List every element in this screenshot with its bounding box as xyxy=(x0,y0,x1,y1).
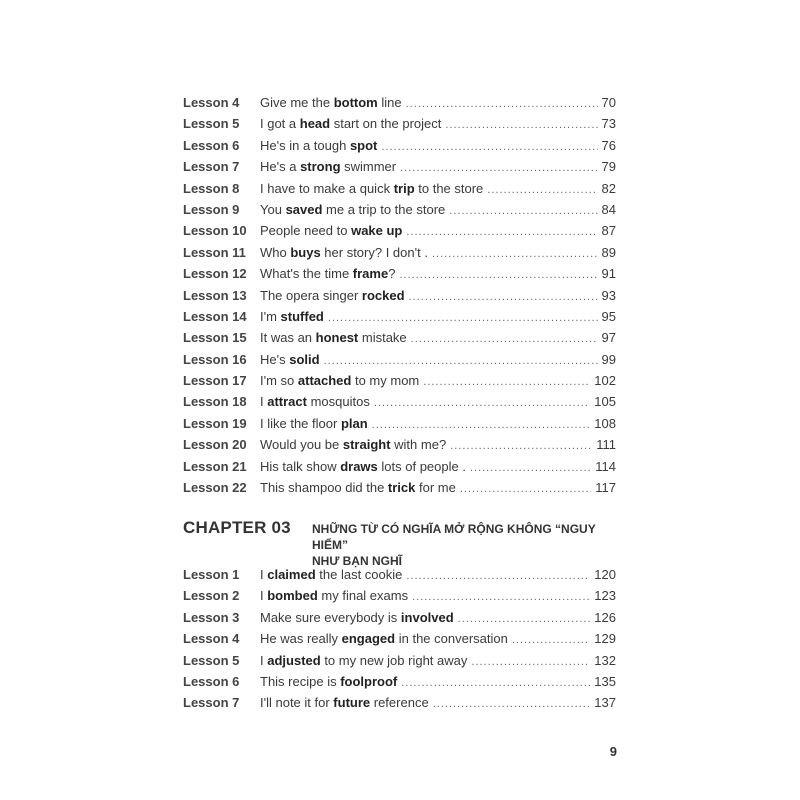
toc-entry xyxy=(183,220,616,241)
lesson-title xyxy=(260,220,402,241)
toc-entry xyxy=(183,199,616,220)
lesson-title xyxy=(260,306,324,327)
lesson-title-text: He's in a tough xyxy=(260,137,350,153)
toc-entry xyxy=(183,135,616,156)
lesson-keyword: trip xyxy=(393,180,415,196)
lesson-title-text: mosquitos xyxy=(306,394,370,410)
lesson-title xyxy=(260,692,429,713)
lesson-page-number: 114 xyxy=(595,458,616,474)
lesson-label: Lesson 6 xyxy=(183,137,240,153)
lesson-keyword: frame xyxy=(352,266,389,282)
dot-leader xyxy=(487,180,597,201)
lesson-title xyxy=(260,564,402,585)
lesson-page-number: 132 xyxy=(594,652,616,668)
lesson-title-text: He was really xyxy=(260,631,342,647)
toc-entry xyxy=(183,564,616,585)
lesson-keyword: spot xyxy=(349,137,378,153)
lesson-page-number: 73 xyxy=(601,116,616,132)
dot-leader xyxy=(328,308,598,329)
dot-leader xyxy=(372,415,591,436)
toc-entry xyxy=(183,650,616,671)
dot-leader xyxy=(406,222,597,243)
lesson-page-number: 93 xyxy=(601,287,616,303)
lesson-title-text: It was an xyxy=(260,330,316,346)
dot-leader xyxy=(412,587,590,608)
lesson-page-number: 79 xyxy=(601,159,616,175)
lesson-title-text: Make sure everybody is xyxy=(260,609,401,625)
lesson-label: Lesson 14 xyxy=(183,308,247,324)
lesson-title-text: Give me the xyxy=(260,95,334,110)
dot-leader xyxy=(406,566,590,587)
dot-leader xyxy=(406,94,598,115)
lesson-title-text: her story? I don't . xyxy=(320,244,428,260)
lesson-title-text: I'm xyxy=(260,308,281,324)
lesson-title xyxy=(260,135,377,156)
chapter-number: CHAPTER 03 xyxy=(183,518,291,537)
lesson-label: Lesson 16 xyxy=(183,351,247,367)
toc-entry xyxy=(183,285,616,306)
toc-entry xyxy=(183,628,616,649)
toc-entry xyxy=(183,370,616,391)
lesson-title-text: The opera singer xyxy=(260,287,362,303)
dot-leader xyxy=(450,436,592,457)
lesson-title-text: reference xyxy=(370,695,429,711)
lesson-label: Lesson 2 xyxy=(183,588,240,604)
lesson-title-text: People need to xyxy=(260,223,352,239)
lesson-label: Lesson 17 xyxy=(183,373,247,389)
lesson-page-number: 84 xyxy=(601,201,616,217)
lesson-title xyxy=(260,413,368,434)
lesson-title-text: ? xyxy=(388,266,396,282)
lesson-page-number: 97 xyxy=(601,330,616,346)
lesson-keyword: rocked xyxy=(361,287,405,303)
lesson-title xyxy=(260,156,396,177)
lesson-label: Lesson 1 xyxy=(183,567,240,582)
lesson-title-text: I xyxy=(260,588,268,604)
lesson-keyword: foolproof xyxy=(340,673,398,689)
chapter-title-line-2: NHƯ BẠN NGHĨ xyxy=(312,554,402,568)
lesson-keyword: strong xyxy=(300,159,341,175)
lesson-title xyxy=(260,263,395,284)
lesson-title xyxy=(260,178,483,199)
toc-entry xyxy=(183,607,616,628)
lesson-page-number: 99 xyxy=(601,351,616,367)
lesson-title-text: line xyxy=(377,95,402,110)
lesson-title-text: I xyxy=(260,567,268,582)
lesson-title-text: my final exams xyxy=(317,588,409,604)
lesson-keyword: buys xyxy=(290,244,321,260)
lesson-label: Lesson 4 xyxy=(183,95,240,110)
lesson-label: Lesson 15 xyxy=(183,330,247,346)
lesson-title xyxy=(260,92,402,113)
toc-entry xyxy=(183,391,616,412)
lesson-title xyxy=(260,456,466,477)
lesson-title-text: This recipe is xyxy=(260,673,341,689)
toc-entry xyxy=(183,113,616,134)
toc-list-chapter-03 xyxy=(183,564,616,714)
toc-entry xyxy=(183,413,616,434)
lesson-label: Lesson 10 xyxy=(183,223,247,239)
toc-entry xyxy=(183,92,616,113)
lesson-title xyxy=(260,113,441,134)
toc-entry xyxy=(183,156,616,177)
toc-entry xyxy=(183,178,616,199)
dot-leader xyxy=(512,630,590,651)
chapter-title xyxy=(312,518,616,569)
lesson-label: Lesson 11 xyxy=(183,244,246,260)
lesson-keyword: attract xyxy=(267,394,307,410)
lesson-keyword: trick xyxy=(387,480,416,496)
lesson-title xyxy=(260,370,419,391)
lesson-page-number: 89 xyxy=(601,244,616,260)
chapter-title-line-1: NHỮNG TỪ CÓ NGHĨA MỞ RỘNG KHÔNG “NGUY HIỂM” xyxy=(312,522,596,552)
dot-leader xyxy=(409,287,598,308)
lesson-label: Lesson 7 xyxy=(183,695,240,711)
toc-entry xyxy=(183,263,616,284)
lesson-label: Lesson 18 xyxy=(183,394,247,410)
lesson-keyword: claimed xyxy=(267,567,316,582)
lesson-title-text: for me xyxy=(415,480,456,496)
toc-list-continued xyxy=(183,92,616,498)
lesson-title-text: me a trip to the store xyxy=(322,201,446,217)
lesson-keyword: stuffed xyxy=(280,308,324,324)
lesson-title-text: I'll note it for xyxy=(260,695,334,711)
lesson-page-number: 137 xyxy=(594,695,616,711)
lesson-label: Lesson 20 xyxy=(183,437,247,453)
lesson-title xyxy=(260,199,445,220)
lesson-keyword: solid xyxy=(289,351,320,367)
dot-leader xyxy=(471,652,590,673)
lesson-page-number: 105 xyxy=(594,394,616,410)
lesson-title-text: I'm so xyxy=(260,373,298,389)
lesson-keyword: future xyxy=(333,695,371,711)
lesson-title-text: I have to make a quick xyxy=(260,180,394,196)
lesson-keyword: honest xyxy=(315,330,359,346)
lesson-keyword: adjusted xyxy=(267,652,321,668)
lesson-page-number: 120 xyxy=(594,567,616,582)
lesson-title-text: Who xyxy=(260,244,291,260)
lesson-title xyxy=(260,327,407,348)
toc-entry xyxy=(183,327,616,348)
lesson-title-text: I got a xyxy=(260,116,300,132)
dot-leader xyxy=(433,694,591,715)
lesson-page-number: 111 xyxy=(596,437,616,453)
lesson-title-text: to my new job right away xyxy=(320,652,468,668)
lesson-keyword: plan xyxy=(340,415,368,431)
lesson-title xyxy=(260,628,508,649)
lesson-title xyxy=(260,477,456,498)
chapter-heading xyxy=(183,518,616,569)
lesson-title-text: He's a xyxy=(260,159,301,175)
lesson-label: Lesson 21 xyxy=(183,458,247,474)
dot-leader xyxy=(470,458,591,479)
lesson-keyword: straight xyxy=(342,437,391,453)
lesson-keyword: involved xyxy=(400,609,454,625)
lesson-title-text: to my mom xyxy=(351,373,420,389)
lesson-title-text: I like the floor xyxy=(260,415,341,431)
lesson-title-text: He's xyxy=(260,351,290,367)
lesson-title-text: mistake xyxy=(358,330,407,346)
lesson-keyword: engaged xyxy=(341,631,396,647)
lesson-title xyxy=(260,650,467,671)
lesson-title-text: Would you be xyxy=(260,437,343,453)
lesson-title-text: His talk show xyxy=(260,458,341,474)
lesson-keyword: attached xyxy=(297,373,352,389)
lesson-label: Lesson 9 xyxy=(183,201,240,217)
lesson-keyword: bottom xyxy=(333,95,378,110)
lesson-title-text: I xyxy=(260,394,268,410)
toc-entry xyxy=(183,242,616,263)
lesson-keyword: wake up xyxy=(351,223,403,239)
dot-leader xyxy=(374,393,590,414)
lesson-keyword: head xyxy=(299,116,331,132)
lesson-title-text: with me? xyxy=(390,437,447,453)
lesson-title xyxy=(260,671,397,692)
toc-entry xyxy=(183,692,616,713)
lesson-title xyxy=(260,349,320,370)
lesson-title-text: the last cookie xyxy=(315,567,403,582)
lesson-title xyxy=(260,391,370,412)
lesson-keyword: bombed xyxy=(267,588,318,604)
lesson-title xyxy=(260,285,405,306)
dot-leader xyxy=(400,158,597,179)
lesson-title xyxy=(260,607,454,628)
lesson-label: Lesson 5 xyxy=(183,652,240,668)
toc-entry xyxy=(183,306,616,327)
dot-leader xyxy=(399,265,597,286)
lesson-page-number: 70 xyxy=(601,95,616,110)
dot-leader xyxy=(423,372,590,393)
dot-leader xyxy=(381,137,597,158)
lesson-label: Lesson 13 xyxy=(183,287,247,303)
lesson-label: Lesson 5 xyxy=(183,116,240,132)
lesson-label: Lesson 7 xyxy=(183,159,240,175)
lesson-title-text: This shampoo did the xyxy=(260,480,388,496)
lesson-label: Lesson 4 xyxy=(183,631,240,647)
lesson-title xyxy=(260,434,446,455)
dot-leader xyxy=(449,201,597,222)
lesson-label: Lesson 12 xyxy=(183,266,247,282)
lesson-title-text: to the store xyxy=(414,180,484,196)
lesson-title-text: lots of people . xyxy=(377,458,466,474)
lesson-title xyxy=(260,242,428,263)
lesson-page-number: 126 xyxy=(594,609,616,625)
lesson-title-text: in the conversation xyxy=(395,631,508,647)
lesson-title-text: start on the project xyxy=(330,116,442,132)
dot-leader xyxy=(432,244,598,265)
lesson-title-text: You xyxy=(260,201,286,217)
lesson-page-number: 135 xyxy=(594,673,616,689)
lesson-page-number: 108 xyxy=(594,415,616,431)
lesson-page-number: 102 xyxy=(594,373,616,389)
lesson-title xyxy=(260,585,408,606)
dot-leader xyxy=(458,609,591,630)
toc-entry xyxy=(183,671,616,692)
lesson-keyword: saved xyxy=(285,201,323,217)
toc-entry xyxy=(183,585,616,606)
lesson-title-text: What's the time xyxy=(260,266,353,282)
lesson-page-number: 123 xyxy=(594,588,616,604)
lesson-title-text: swimmer xyxy=(340,159,397,175)
lesson-keyword: draws xyxy=(340,458,378,474)
toc-entry xyxy=(183,477,616,498)
dot-leader xyxy=(411,329,598,350)
lesson-page-number: 129 xyxy=(594,631,616,647)
lesson-title-text: I xyxy=(260,652,268,668)
page-number: 9 xyxy=(609,744,617,759)
dot-leader xyxy=(445,115,597,136)
dot-leader xyxy=(460,479,591,500)
lesson-page-number: 87 xyxy=(601,223,616,239)
lesson-label: Lesson 8 xyxy=(183,180,240,196)
lesson-label: Lesson 22 xyxy=(183,480,247,496)
dot-leader xyxy=(324,351,598,372)
toc-entry xyxy=(183,349,616,370)
lesson-page-number: 91 xyxy=(601,266,616,282)
lesson-label: Lesson 19 xyxy=(183,415,247,431)
toc-entry xyxy=(183,456,616,477)
lesson-label: Lesson 3 xyxy=(183,609,240,625)
lesson-page-number: 82 xyxy=(601,180,616,196)
lesson-label: Lesson 6 xyxy=(183,673,240,689)
lesson-page-number: 95 xyxy=(601,308,616,324)
dot-leader xyxy=(401,673,590,694)
lesson-page-number: 117 xyxy=(595,480,616,496)
toc-entry xyxy=(183,434,616,455)
lesson-page-number: 76 xyxy=(601,137,616,153)
